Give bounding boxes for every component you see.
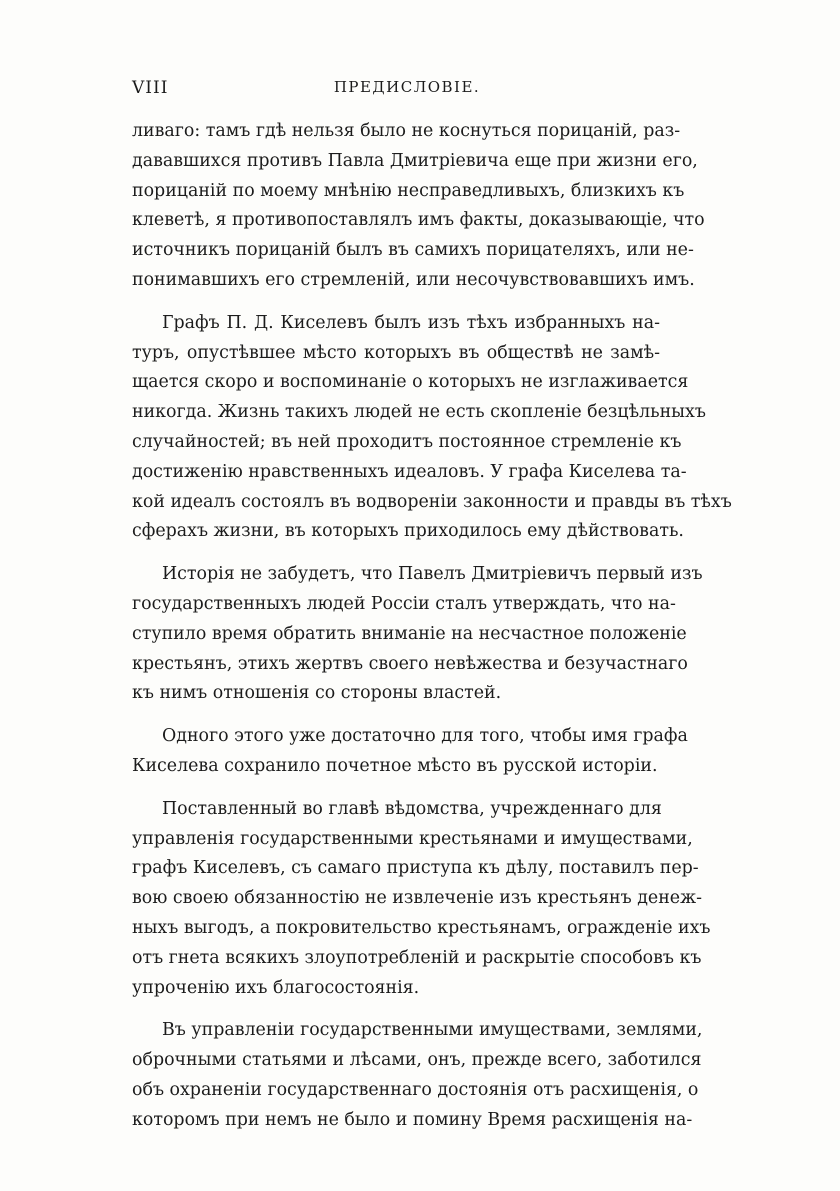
text-line: крестьянъ, этихъ жертвъ своего невѣжества и безучастнаго [132, 653, 688, 674]
text-line: случайностей; въ ней проходитъ постоянное стремленіе къ [132, 431, 682, 452]
paragraph [132, 795, 711, 1004]
text-line: графъ Киселевъ, съ самаго приступа къ дѣлу, поставилъ пер- [132, 858, 699, 879]
text-line: клеветѣ, я противопоставлялъ имъ факты, доказывающіе, что [132, 210, 705, 231]
paragraph [132, 722, 688, 782]
paragraph [132, 309, 732, 547]
text-line: Одного этого уже достаточно для того, чтобы имя графа [162, 726, 688, 747]
text-line: которомъ при немъ не было и помину Время расхищенія на- [132, 1109, 693, 1130]
text-line: ливаго: тамъ гдѣ нельзя было не коснуться порицаній, раз- [132, 121, 681, 141]
text-line: отъ гнета всякихъ злоупотребленій и раскрытіе способовъ къ [132, 947, 702, 968]
text-line: объ охраненіи государственнаго достоянія отъ расхищенія, о [132, 1079, 699, 1100]
text-line: къ нимъ отношенія со стороны властей. [132, 683, 502, 704]
paragraph [132, 560, 703, 709]
running-title: ПРЕДИСЛОВІЕ. [333, 78, 481, 96]
text-line: понимавшихъ его стремленій, или несочувствовавшихъ имъ. [132, 269, 695, 290]
text-line: оброчными статьями и лѣсами, онъ, прежде всего, заботился [132, 1050, 702, 1071]
text-line: Поставленный во главѣ вѣдомства, учрежденнаго для [162, 798, 662, 819]
page-header [132, 78, 662, 102]
text-line: вою своею обязанностію не извлеченіе изъ крестьянъ денеж- [132, 888, 702, 909]
text-line: дававшихся противъ Павла Дмитріевича еще при жизни его, [132, 150, 698, 171]
body-text [132, 117, 732, 1149]
text-line: Киселева сохранило почетное мѣсто въ русской исторіи. [132, 755, 658, 776]
text-line: ступило время обратить вниманіе на несчастное положеніе [132, 623, 687, 644]
text-line: управленія государственными крестьянами и имуществами, [132, 828, 693, 849]
text-line: щается скоро и воспоминаніе о которыхъ не изглаживается [132, 372, 689, 393]
paragraph [132, 1016, 703, 1135]
paragraph [132, 117, 705, 296]
text-line: ныхъ выгодъ, а покровительство крестьянамъ, огражденіе ихъ [132, 917, 711, 938]
text-line: Исторія не забудетъ, что Павелъ Дмитріевичъ первый изъ [162, 564, 703, 585]
text-line: Въ управленіи государственными имуществами, землями, [162, 1020, 703, 1041]
page-number: VIII [132, 78, 169, 98]
text-line: туръ, опустѣвшее мѣсто которыхъ въ обществѣ не замѣ- [132, 342, 660, 363]
text-line: порицаній по моему мнѣнію несправедливыхъ, близкихъ къ [132, 180, 685, 201]
text-line: кой идеалъ состоялъ въ водвореніи законности и правды въ тѣхъ [132, 491, 732, 512]
text-line: государственныхъ людей Россіи сталъ утверждать, что на- [132, 593, 676, 614]
text-line: источникъ порицаній былъ въ самихъ порицателяхъ, или не- [132, 240, 694, 261]
text-line: достиженію нравственныхъ идеаловъ. У графа Киселева та- [132, 461, 687, 482]
text-line: Графъ П. Д. Киселевъ былъ изъ тѣхъ избранныхъ на- [162, 312, 660, 333]
text-line: сферахъ жизни, въ которыхъ приходилось ему дѣйствовать. [132, 521, 684, 542]
text-line: никогда. Жизнь такихъ людей не есть скопленіе безцѣльныхъ [132, 402, 706, 423]
text-line: упроченію ихъ благосостоянія. [132, 977, 420, 998]
